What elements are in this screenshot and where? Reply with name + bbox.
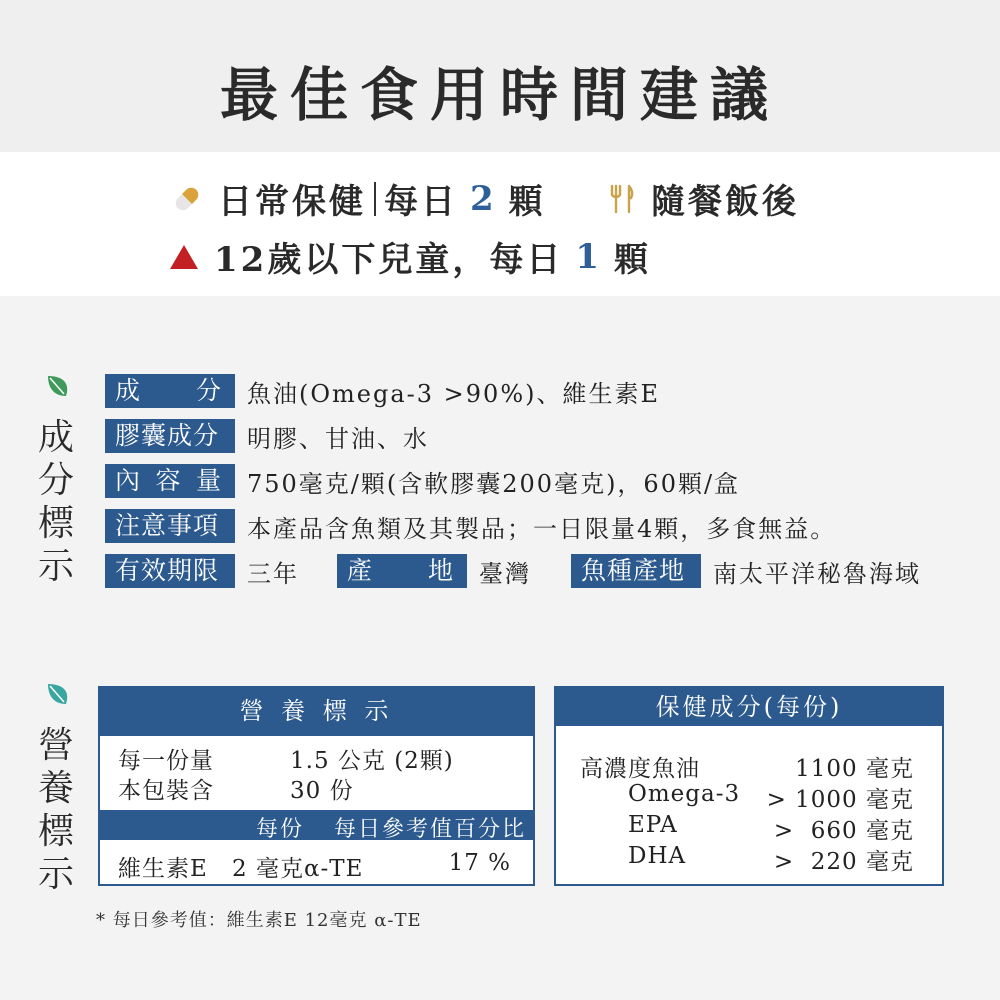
- package-count-value: 30 份: [290, 778, 354, 804]
- nutrition-facts-panel: [98, 686, 535, 886]
- children-count: 1: [575, 236, 602, 277]
- ingredient-tag: 成 分: [105, 374, 235, 408]
- children-label: 12歲以下兒童，每日: [214, 240, 564, 280]
- dha-value: > 220 毫克: [773, 849, 914, 875]
- warning-triangle-icon: [170, 245, 198, 269]
- dosage-line-daily: [170, 174, 546, 223]
- daily-unit: 顆: [508, 182, 546, 222]
- epa-value: > 660 毫克: [773, 818, 914, 844]
- fish-oil-label: 高濃度魚油: [580, 756, 700, 782]
- nutrition-side-label: 營 養 標 示: [37, 725, 74, 895]
- capsule-ingredient-row: [105, 419, 429, 453]
- vitamin-e-percent: 17 %: [448, 850, 511, 876]
- leaf-icon: [44, 372, 72, 400]
- ingredient-row: [105, 374, 660, 408]
- children-unit: 顆: [614, 240, 651, 280]
- omega3-value: > 1000 毫克: [766, 787, 914, 813]
- nutrition-column-header: [100, 810, 533, 840]
- origin-tag: 產 地: [337, 554, 467, 588]
- caution-tag: 注意事項: [105, 509, 235, 543]
- daily-care-label: 日常保健: [218, 182, 366, 222]
- fish-origin-value: 南太平洋秘魯海域: [713, 559, 921, 588]
- ingredient-value: 魚油(Omega-3 >90%)、維生素E: [247, 379, 661, 408]
- content-tag: 內 容 量: [105, 464, 235, 498]
- fish-origin-tag: 魚種產地: [571, 554, 701, 588]
- caution-row: [105, 509, 836, 543]
- capsule-icon: [170, 182, 204, 216]
- vitamin-e-label: 維生素E: [118, 856, 208, 882]
- divider: [374, 182, 376, 216]
- content-row: [105, 464, 740, 498]
- leaf-icon: [44, 680, 72, 708]
- daily-label: 每日: [384, 182, 458, 222]
- nutrition-facts-title: 營 養 標 示: [100, 688, 533, 734]
- epa-label: EPA: [628, 812, 678, 838]
- footnote: * 每日參考值：維生素E 12毫克 α-TE: [96, 910, 422, 931]
- capsule-ingredient-value: 明膠、甘油、水: [247, 424, 429, 453]
- dha-label: DHA: [628, 843, 687, 869]
- meal-timing: [605, 174, 799, 223]
- caution-value: 本產品含魚類及其製品；一日限量4顆，多食無益。: [247, 514, 837, 543]
- capsule-ingredient-tag: 膠囊成分: [105, 419, 235, 453]
- shelf-life-tag: 有效期限: [105, 554, 235, 588]
- composition-side-label: 成 分 標 示: [37, 417, 74, 587]
- daily-value-header: 每日參考值百分比: [334, 817, 527, 842]
- fork-knife-icon: [605, 182, 639, 216]
- vitamin-e-amount: 2 毫克α-TE: [232, 856, 364, 882]
- serving-size-value: 1.5 公克 (2顆): [290, 748, 454, 774]
- content-value: 750毫克/顆(含軟膠囊200毫克)，60顆/盒: [247, 469, 741, 498]
- dosage-line-children: [170, 232, 651, 281]
- origin-value: 臺灣: [479, 559, 531, 588]
- omega3-label: Omega-3: [628, 781, 741, 807]
- page-title: 最佳食用時間建議: [219, 61, 780, 129]
- shelf-life-value: 三年: [247, 559, 299, 588]
- serving-size-label: 每一份量: [118, 748, 214, 774]
- package-count-label: 本包裝含: [118, 778, 214, 804]
- shelf-origin-row: [105, 554, 921, 588]
- per-serving-header: 每份: [256, 817, 305, 842]
- health-ingredients-title: 保健成分(每份): [556, 688, 942, 726]
- meal-label: 隨餐飯後: [651, 182, 799, 222]
- fish-oil-value: 1100 毫克: [795, 756, 914, 782]
- daily-count: 2: [470, 178, 497, 219]
- health-ingredients-panel: [554, 686, 944, 886]
